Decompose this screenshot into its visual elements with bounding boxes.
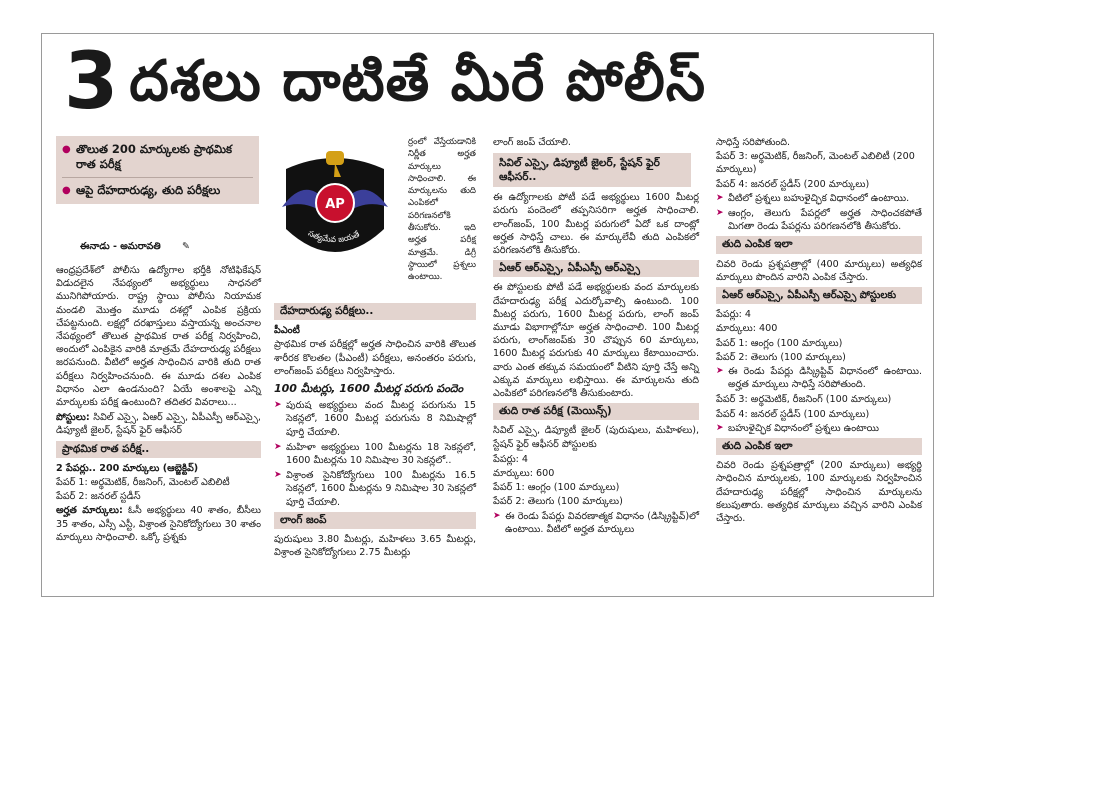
highlight-item: ● తొలుత 200 మార్కులకు ప్రాథమిక రాత పరీక్ష [62, 142, 253, 172]
ar-line: పేపర్లు: 4 [716, 309, 752, 321]
mains-bullet: ➤ ఈ రెండు పేపర్లు వివరణాత్మక విధానం (డిస్క్రిప్టివ్)లో ఉంటాయి. వీటిలో అర్హత మార్కులు [493, 510, 699, 536]
mains-line: మార్కులు: 600 [493, 468, 555, 480]
subhead-ar: ఏఆర్ ఆర్ఎస్సై, ఏపీఎస్పీ ఆర్ఎస్సై [493, 260, 699, 277]
final-1-paragraph: చివరి రెండు ప్రశ్నపత్రాల్లో (400 మార్కులు) అత్యధిక మార్కులు పొందిన వారిని ఎంపిక చేస్తారు. [716, 258, 922, 283]
column-2-side [408, 136, 476, 286]
qualifying-label: అర్హత మార్కులు: [56, 505, 123, 517]
divider [62, 177, 253, 178]
headline [42, 34, 934, 130]
longjump-paragraph: పురుషులు 3.80 మీటర్లు, మహిళలు 3.65 మీటర్లు, విశ్రాంత సైనికోద్యోగులు 2.75 మీటర్లు [274, 534, 476, 559]
highlight-item: ● ఆపై దేహదారుఢ్య, తుది పరీక్షలు [62, 183, 253, 198]
ar-paragraph: ఈ పోస్టులకు పోటీ పడే అభ్యర్థులకు వంద మార్కులకు దేహదారుఢ్య పరీక్ష ఎదుర్కోవాల్సి ఉంటుంది. 100 మీటర్ల పరుగు, 1600 మీటర్ల పరుగు, లాంగ్ జంప్ మూడు విభాగాల్లోనూ అర్హత సాధించాలి. 100 మీటర్ల పరుగు, లాంగ్‌జంప్‌కు 30 చొప్పున 60 మార్కులు, 1600 మీటర్ల పరుగుకు 40 మార్కులు కేటాయించారు. వారు ఎంత తక్కువ సమయంలో వీటిని పూర్తి చేస్తే అన్ని ఎక్కువ మార్కులు లభిస్తాయి. ఈ మార్కులను తుది ఎంపికలో పరిగణనలోకి తీసుకుంటారు. [493, 282, 699, 400]
prelim-line: పేపర్ 2: జనరల్ స్టడీస్ [56, 491, 141, 503]
subhead-physical: దేహదారుఢ్య పరీక్షలు.. [274, 303, 476, 320]
ar-bullet: ➤ ఈ రెండు పేపర్లు డిస్క్రిప్టివ్ విధానంలో ఉంటాయి. అర్హత మార్కులు సాధిస్తే సరిపోతుంది. [716, 365, 922, 391]
mains-line: పేపర్ 1: ఆంగ్లం (100 మార్కులు) [493, 482, 620, 494]
paper-line: పేపర్ 3: అర్థమెటిక్, రీజనింగ్, మెంటల్ ఎబిలిటీ (200 మార్కులు) [716, 151, 915, 176]
highlight-box [56, 136, 259, 204]
subhead-mains: తుది రాత పరీక్ష (మెయిన్స్) [493, 403, 699, 420]
subhead-final-1: తుది ఎంపిక ఇలా [716, 236, 922, 253]
logo-graphic [274, 137, 396, 277]
run-bullet: ➤ మహిళా అభ్యర్థులు 100 మీటర్లను 18 సెకన్లలో, 1600 మీటర్లను 10 నిమిషాల 30 సెకన్లలో.. [274, 441, 476, 467]
run-bullet: ➤ విశ్రాంత సైనికోద్యోగులు 100 మీటర్లను 16.5 సెకన్లలో, 1600 మీటర్లను 9 నిమిషాల 30 సెకన్లలో పూర్తి చేయాలి. [274, 469, 476, 509]
subhead-ar-posts: ఏఆర్ ఆర్ఎస్సై, ఏపీఎస్పీ ఆర్ఎస్సై పోస్టులకు [716, 287, 922, 304]
ar-line: పేపర్ 4: జనరల్ స్టడీస్ (100 మార్కులు) [716, 408, 870, 420]
ar-line: పేపర్ 2: తెలుగు (100 మార్కులు) [716, 351, 846, 363]
subhead-prelim: ప్రాథమిక రాత పరీక్ష.. [56, 441, 261, 458]
mains-intro: సివిల్ ఎస్సై, డిప్యూటీ జైలర్ (పురుషులు, మహిళలు), స్టేషన్ ఫైర్ ఆఫీసర్ పోస్టులకు [493, 425, 699, 450]
mains-line: పేపర్ 2: తెలుగు (100 మార్కులు) [493, 496, 623, 508]
column-3 [493, 136, 699, 538]
posts-paragraph [56, 411, 261, 437]
top-line: లాంగ్ జంప్ చేయాలి. [493, 137, 571, 148]
ap-police-logo [274, 137, 396, 277]
subhead-longjump: లాంగ్ జంప్ [274, 512, 476, 529]
run-bullet: ➤ పురుష అభ్యర్థులు వంద మీటర్ల పరుగును 15 సెకన్లలో, 1600 మీటర్ల పరుగును 8 నిమిషాల్లో పూర్తి చేయాలి. [274, 399, 476, 439]
byline-text: ఈనాడు - అమరావతి [80, 241, 161, 252]
intro-paragraph: ఆంధ్రప్రదేశ్‌లో పోలీసు ఉద్యోగాల భర్తీకి నోటిఫికేషన్ విడుదలైన నేపథ్యంలో అభ్యర్థులు సాధనలో మునిగిపోయారు. రాష్ట్ర స్థాయి పోలీసు నియామక మండలి మొత్తం మూడు దశల్లో ఎంపిక ప్రక్రియ చేపట్టనుంది. లక్షల్లో దరఖాస్తులు వస్తాయన్న అంచనాల నేపథ్యంలో తొలుత ప్రాథమిక రాత పరీక్ష నిర్వహించి, అందులో ఎంపికైన వారికి మాత్రమే దేహదారుఢ్య పరీక్షలు జరపనుంది. వీటిలో అర్హత సాధించిన వారికి తుది రాత పరీక్షలు నిర్వహించనుంది. ఈ మూడు దశల ఎంపిక విధానం ఎలా ఉండనుంది? ఏయే అంశాలపై ఎన్ని మార్కులకు పరీక్ష ఉంటుంది? తదితర వివరాలు... [56, 265, 261, 409]
prelim-line: పేపర్ 1: అర్థమెటిక్, రీజనింగ్, మెంటల్ ఎబిలిటీ [56, 477, 230, 489]
top-line: సాధిస్తే సరిపోతుంది. [716, 137, 791, 148]
subhead-civil: సివిల్ ఎస్సై, డిప్యూటీ జైలర్, స్టేషన్ ఫైర్ ఆఫీసర్.. [493, 153, 691, 187]
headline-number: 3 [64, 37, 120, 127]
paper-bullet: ➤ ఆంగ్లం, తెలుగు పేపర్లలో అర్హత సాధించకపోతే మిగతా రెండు పేపర్లను పరిగణనలోకి తీసుకోరు. [716, 207, 922, 233]
ar-line: పేపర్ 1: ఆంగ్లం (100 మార్కులు) [716, 337, 843, 349]
column-1 [56, 264, 261, 546]
pen-icon: ✎ [181, 241, 190, 252]
pmt-title: పీఎంటీ [274, 325, 300, 337]
qualifying-text: ఓసీ అభ్యర్థులు 40 శాతం, బీసీలు 35 శాతం, ఎస్సీ ఎస్టీ, విశ్రాంత సైనికోద్యోగులు 30 శాతం మార్కులు సాధించాలి. ఒక్కో ప్రశ్నకు [56, 505, 261, 543]
mains-line: పేపర్లు: 4 [493, 453, 529, 465]
ar-line: మార్కులు: 400 [716, 323, 778, 335]
civil-paragraph: ఈ ఉద్యోగాలకు పోటీ పడే అభ్యర్థులు 1600 మీటర్ల పరుగు పందెంలో తప్పనిసరిగా అర్హత సాధించాలి. లాంగ్‌జంప్, 100 మీటర్ల పరుగులో ఏదో ఒక దాంట్లో అర్హత సాధిస్తే చాలు. ఈ మార్కులేవీ తుది ఎంపికలో పరిగణనలోకి తీసుకోరు. [493, 192, 699, 257]
subhead-final-2: తుది ఎంపిక ఇలా [716, 438, 922, 455]
logo-arc-text: సత్యమేవ జయతే [306, 228, 361, 245]
column-2 [274, 300, 476, 561]
final-2-paragraph: చివరి రెండు ప్రశ్నపత్రాల్లో (200 మార్కులు) అభ్యర్థి సాధించిన మార్కులకు, 100 మార్కులకు నిర్వహించిన దేహదారుఢ్య పరీక్షల్లో సాధించిన మార్కులను కలుపుతారు. అత్యధిక మార్కులు వచ్చిన వారిని ఎంపిక చేస్తారు. [716, 460, 922, 525]
paper-line: పేపర్ 4: జనరల్ స్టడీస్ (200 మార్కులు) [716, 178, 870, 190]
posts-text: సివిల్ ఎస్సై, ఏఆర్ ఎస్సై, ఏపీఎస్పీ ఆర్ఎస్సై, డిప్యూటీ జైలర్, స్టేషన్ ఫైర్ ఆఫీసర్ [56, 412, 261, 437]
posts-label: పోస్టులు: [56, 412, 90, 424]
paper-bullet: ➤ వీటిలో ప్రశ్నలు బహుళైచ్ఛిక విధానంలో ఉంటాయి. [716, 192, 922, 205]
side-paragraph: ర్రంలో వేస్తేయడానికి నిర్ణీత అర్హత మార్కులు సాధించాలి. ఈ మార్కులను తుది ఎంపికలో పరిగణనలోకి తీసుకోరు. ఇది అర్హత పరీక్ష మాత్రమే. డిగ్రీ స్థాయిలో ప్రశ్నలు ఉంటాయి. [408, 137, 476, 283]
prelim-line: 2 పేపర్లు.. 200 మార్కులు (ఆబ్జెక్టివ్) [56, 462, 199, 474]
qualifying-paragraph [56, 504, 261, 544]
newspaper-clipping [41, 33, 934, 597]
pmt-paragraph: ప్రాథమిక రాత పరీక్షల్లో అర్హత సాధించిన వారికి తొలుత శారీరక కొలతల (పీఎంటీ) పరీక్షలు, అనంతరం పరుగు, లాంగ్‌జంప్ పరీక్షలు నిర్వహిస్తారు. [274, 339, 476, 377]
run-title: 100 మీటర్లు, 1600 మీటర్ల పరుగు పందెం [274, 382, 464, 396]
column-4 [716, 136, 922, 527]
logo-word: POLICE [298, 249, 372, 267]
logo-top: AP [325, 197, 345, 212]
ar-bullet: ➤ బహుళైచ్ఛిక విధానంలో ప్రశ్నలు ఉంటాయి [716, 422, 922, 435]
headline-text: దశలు దాటితే మీరే పోలీస్ [129, 49, 707, 114]
byline [80, 241, 190, 254]
ar-line: పేపర్ 3: అర్థమెటిక్, రీజనింగ్ (100 మార్కులు) [716, 394, 892, 406]
